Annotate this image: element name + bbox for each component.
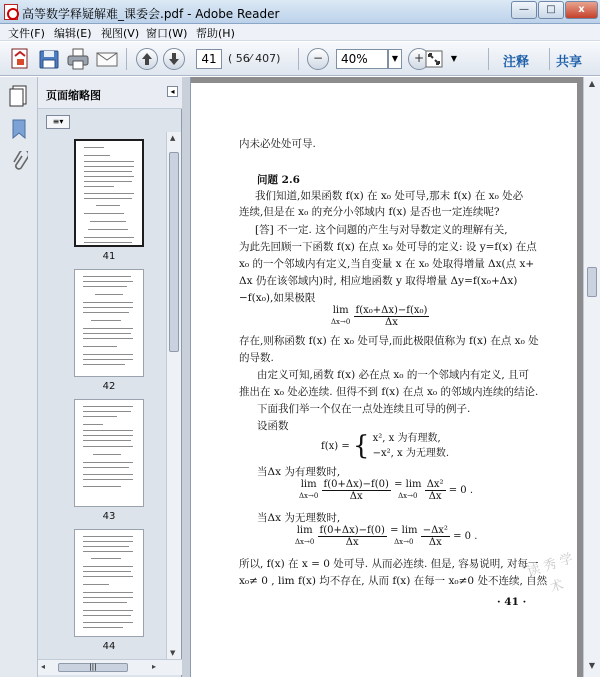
panel-splitter[interactable]	[182, 77, 191, 677]
collapse-panel-icon[interactable]: ◂	[167, 86, 178, 97]
comment-button[interactable]: 注释	[503, 55, 530, 70]
menu-file[interactable]: 文件(F)	[8, 27, 45, 40]
thumbnail-label: 44	[102, 641, 116, 652]
limit-irrational	[295, 525, 477, 548]
attachments-icon[interactable]	[10, 151, 28, 176]
question-heading: 问题 2.6	[257, 174, 300, 186]
page-thumbnail-41[interactable]	[74, 139, 144, 247]
lim-subscript: Δx→0	[295, 538, 315, 546]
scroll-down-icon[interactable]: ▼	[588, 661, 596, 670]
text-line: 当Δx 为有理数时,	[257, 466, 341, 478]
panel-header	[38, 77, 182, 109]
scroll-right-icon[interactable]: ▸	[152, 662, 157, 671]
scroll-left-icon[interactable]: ◂	[41, 662, 46, 671]
thumbnails-panel	[38, 77, 182, 677]
fit-options-dropdown-icon[interactable]: ▼	[450, 54, 458, 63]
fraction-denominator: Δx	[428, 537, 442, 548]
window-title: 高等数学释疑解难_课委会.pdf - Adobe Reader	[22, 7, 280, 21]
text-line: 当Δx 为无理数时,	[257, 512, 341, 524]
scroll-up-icon[interactable]: ▲	[588, 79, 596, 88]
fraction-denominator: Δx	[345, 537, 359, 548]
title-bar	[0, 0, 600, 24]
document-view	[191, 77, 600, 677]
thumbnails-horizontal-scrollbar[interactable]	[38, 659, 182, 675]
piecewise-function	[321, 431, 449, 461]
fraction-denominator: Δx	[349, 491, 363, 502]
case-rational: x², x 为有理数,	[372, 433, 441, 444]
lim-subscript: Δx→0	[331, 318, 351, 326]
text-line: 下面我们举一个仅在一点处连续且可导的例子.	[257, 403, 471, 415]
toolbar-separator	[488, 48, 489, 70]
page-number-input[interactable]: 41	[196, 49, 222, 69]
scroll-thumb[interactable]	[587, 267, 597, 297]
text-line: 所以, f(x) 在 x = 0 处可导. 从而必连续. 但是, 容易说明, 对每一	[239, 558, 539, 570]
lim-symbol: lim	[300, 479, 317, 490]
lim-symbol: = lim	[394, 479, 422, 490]
lim-symbol: lim	[296, 525, 313, 536]
scroll-up-icon[interactable]: ▲	[170, 134, 176, 142]
fraction-numerator: f(0+Δx)−f(0)	[323, 479, 389, 490]
fraction-denominator: Δx	[428, 491, 442, 502]
scroll-down-icon[interactable]: ▼	[170, 649, 176, 657]
text-line: 内未必处处可导.	[239, 138, 316, 150]
function-lhs: f(x) =	[321, 440, 350, 452]
thumbnail-label: 42	[102, 381, 116, 392]
previous-page-button[interactable]	[136, 48, 158, 70]
print-icon[interactable]	[66, 47, 90, 71]
watermark: 读 秀 学 术	[525, 551, 576, 596]
share-button[interactable]: 共享	[556, 55, 583, 70]
fraction-numerator: Δx²	[426, 479, 444, 490]
create-pdf-icon[interactable]	[8, 47, 32, 71]
text-line: 为此先回顾一下函数 f(x) 在点 x₀ 处可导的定义: 设 y=f(x) 在点	[239, 241, 537, 253]
panel-options-button[interactable]: ≡▾	[46, 115, 70, 129]
minimize-button[interactable]: —	[511, 1, 537, 19]
panel-title: 页面缩略图	[46, 89, 101, 102]
thumbnail-label: 41	[102, 251, 116, 262]
page-thumbnail-42[interactable]	[74, 269, 144, 377]
toolbar-separator	[298, 48, 299, 70]
toolbar-separator	[126, 48, 127, 70]
text-line: 的导数.	[239, 352, 274, 364]
text-line: 推出在 x₀ 处必连续. 但得不到 f(x) 在点 x₀ 的邻域内连续的结论.	[239, 386, 539, 398]
fraction-numerator: −Δx²	[422, 525, 448, 536]
text-line: 存在,则称函数 f(x) 在 x₀ 处可导,而此极限值称为 f(x) 在点 x₀ 处	[239, 335, 539, 347]
text-line: x₀ 的一个邻域内有定义,当自变量 x 在 x₀ 处取得增量 Δx(点 x+	[239, 258, 535, 270]
brace-icon: {	[352, 431, 370, 461]
document-vertical-scrollbar[interactable]	[583, 77, 600, 677]
text-line: Δx 仍在该邻域内)时, 相应地函数 y 取得增量 Δy=f(x₀+Δx)	[239, 275, 518, 287]
case-irrational: −x², x 为无理数.	[372, 448, 450, 459]
menu-help[interactable]: 帮助(H)	[196, 27, 235, 40]
text-line: x₀≠ 0 , lim f(x) 均不存在, 从而 f(x) 在每一 x₀≠0 处不连续, 自然	[239, 575, 548, 587]
page-thumbnail-44[interactable]	[74, 529, 144, 637]
navigation-pane-strip	[0, 77, 38, 677]
fraction-denominator: Δx	[385, 317, 398, 328]
panel-options-bar	[38, 110, 182, 132]
pdf-page	[191, 83, 577, 677]
page-thumbnails-icon[interactable]	[9, 85, 29, 110]
zoom-in-button[interactable]: +	[408, 48, 430, 70]
formula-result: = 0 .	[453, 531, 478, 542]
text-line: 设函数	[257, 420, 289, 432]
menu-view[interactable]: 视图(V)	[101, 27, 140, 40]
zoom-out-button[interactable]: −	[307, 48, 329, 70]
lim-subscript: Δx→0	[299, 492, 319, 500]
next-page-button[interactable]	[163, 48, 185, 70]
save-icon[interactable]	[37, 47, 61, 71]
lim-symbol: lim	[332, 305, 349, 316]
maximize-button[interactable]: □	[538, 1, 564, 19]
page-thumbnail-43[interactable]	[74, 399, 144, 507]
derivative-formula	[331, 305, 429, 328]
scroll-thumb-horizontal[interactable]: |||	[58, 663, 128, 672]
page-number: · 41 ·	[497, 596, 527, 608]
adobe-reader-icon	[4, 4, 18, 20]
menu-bar	[0, 24, 600, 41]
toolbar	[0, 42, 600, 76]
email-icon[interactable]	[95, 47, 119, 71]
close-button[interactable]: x	[565, 1, 598, 19]
bookmarks-icon[interactable]	[10, 119, 28, 142]
text-line: 连续,但是在 x₀ 的充分小邻域内 f(x) 是否也一定连续呢?	[239, 206, 500, 218]
text-line: −f(x₀),如果极限	[239, 292, 316, 304]
text-line: [答] 不一定. 这个问题的产生与对导数定义的理解有关,	[255, 224, 508, 236]
lim-subscript: Δx→0	[398, 492, 418, 500]
menu-window[interactable]: 窗口(W)	[146, 27, 188, 40]
text-line: 我们知道,如果函数 f(x) 在 x₀ 处可导,那末 f(x) 在 x₀ 处必	[255, 190, 524, 202]
lim-subscript: Δx→0	[394, 538, 414, 546]
fit-page-icon[interactable]	[422, 47, 446, 71]
formula-result: = 0 .	[448, 485, 474, 496]
limit-rational	[299, 479, 473, 502]
text-line: 由定义可知,函数 f(x) 必在点 x₀ 的一个邻域内有定义, 且可	[257, 369, 529, 381]
fraction-numerator: f(0+Δx)−f(0)	[319, 525, 385, 536]
menu-edit[interactable]: 编辑(E)	[54, 27, 92, 40]
thumbnail-label: 43	[102, 511, 116, 522]
zoom-dropdown-icon[interactable]: ▼	[388, 49, 402, 69]
zoom-input[interactable]: 40%	[336, 49, 388, 69]
thumbnails-vertical-scrollbar[interactable]	[166, 132, 181, 659]
page-count: ( 56⁄ 407)	[228, 52, 281, 65]
fraction-numerator: f(x₀+Δx)−f(x₀)	[355, 305, 428, 316]
toolbar-separator	[549, 48, 550, 70]
lim-symbol: = lim	[390, 525, 418, 536]
scroll-thumb[interactable]	[169, 152, 179, 352]
